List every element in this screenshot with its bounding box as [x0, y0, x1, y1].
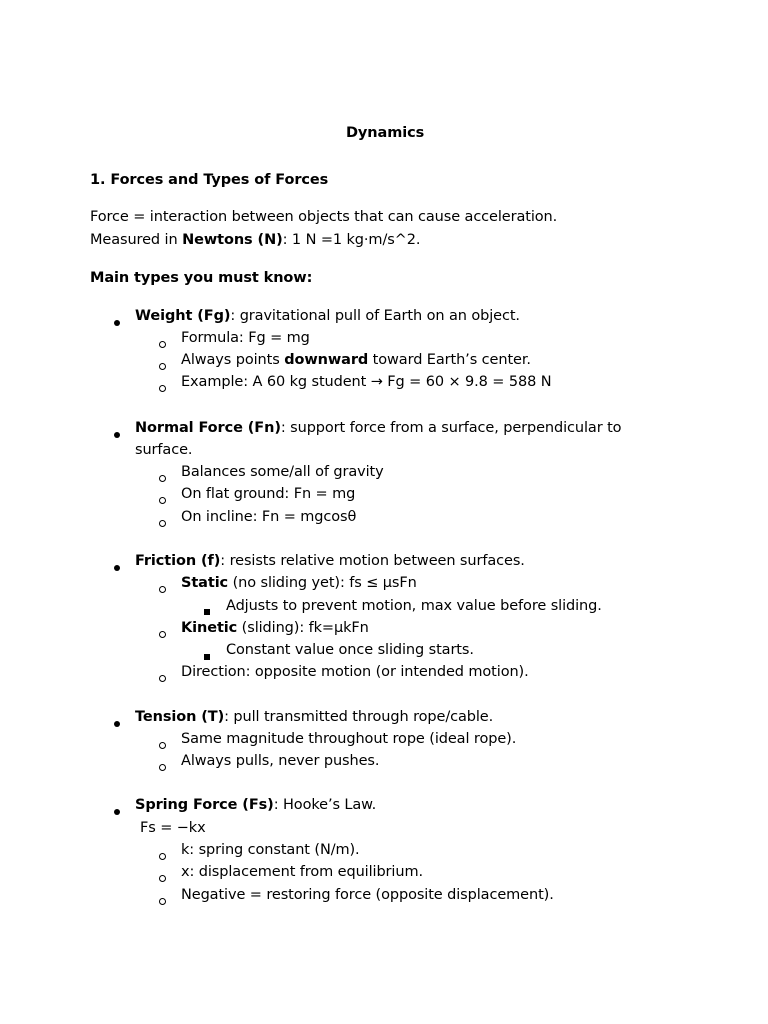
bullet-ring-icon [159, 468, 166, 488]
bullet-dot-icon [114, 557, 120, 577]
intro-bold-unit: Newtons (N) [182, 232, 283, 248]
intro-line-2 [90, 230, 420, 250]
document-title: Dynamics [346, 125, 425, 141]
bullet-ring-icon [159, 735, 166, 755]
friction-static-rest: (no sliding yet): fs ≤ μsFn [228, 575, 417, 591]
spring-formula: Fs = −kx [140, 820, 206, 836]
bullet-dot-icon [114, 713, 120, 733]
tension-sub-2: Always pulls, never pushes. [181, 753, 380, 769]
bullet-ring-icon [159, 624, 166, 644]
weight-desc: : gravitational pull of Earth on an object. [230, 308, 520, 324]
tension-item [135, 707, 493, 727]
bullet-ring-icon [159, 757, 166, 777]
weight-sub-2-suffix: toward Earth’s center. [368, 352, 531, 368]
bullet-ring-icon [159, 378, 166, 398]
normal-desc-cont: surface. [135, 442, 193, 458]
bullet-ring-icon [159, 356, 166, 376]
spring-sub-1: k: spring constant (N/m). [181, 842, 360, 858]
friction-kinetic-bold: Kinetic [181, 620, 238, 636]
bullet-dot-icon [114, 801, 120, 821]
normal-desc: : support force from a surface, perpendicular to [280, 420, 622, 436]
spring-name: Spring Force (Fs) [135, 797, 274, 813]
normal-item [135, 418, 621, 438]
bullet-dot-icon [114, 424, 120, 444]
intro-suffix: : 1 N =1 kg·m/s^2. [282, 232, 421, 248]
normal-sub-1: Balances some/all of gravity [181, 464, 384, 480]
spring-sub-3: Negative = restoring force (opposite displacement). [181, 887, 554, 903]
spring-desc: : Hooke’s Law. [273, 797, 377, 813]
friction-static-note: Adjusts to prevent motion, max value before sliding. [226, 598, 602, 614]
normal-name: Normal Force (Fn) [135, 420, 281, 436]
weight-sub-1: Formula: Fg = mg [181, 330, 310, 346]
tension-name: Tension (T) [135, 709, 225, 725]
weight-sub-2 [181, 350, 531, 370]
weight-sub-3: Example: A 60 kg student → Fg = 60 × 9.8 = 588 N [181, 374, 552, 390]
tension-sub-1: Same magnitude throughout rope (ideal rope). [181, 731, 517, 747]
weight-sub-2-bold: downward [284, 352, 369, 368]
bullet-ring-icon [159, 668, 166, 688]
bullet-ring-icon [159, 513, 166, 533]
bullet-ring-icon [159, 846, 166, 866]
bullet-ring-icon [159, 334, 166, 354]
bullet-ring-icon [159, 579, 166, 599]
bullet-ring-icon [159, 868, 166, 888]
normal-sub-3: On incline: Fn = mgcosθ [181, 509, 357, 525]
friction-kinetic-rest: (sliding): fk=μkFn [237, 620, 369, 636]
weight-item [135, 306, 520, 326]
spring-sub-2: x: displacement from equilibrium. [181, 864, 423, 880]
friction-kinetic-note: Constant value once sliding starts. [226, 642, 474, 658]
friction-static-bold: Static [181, 575, 229, 591]
friction-kinetic [181, 618, 369, 638]
spring-item [135, 795, 376, 815]
types-heading: Main types you must know: [90, 270, 313, 286]
intro-line-1: Force = interaction between objects that can cause acceleration. [90, 209, 558, 225]
friction-item [135, 551, 525, 571]
tension-desc: : pull transmitted through rope/cable. [224, 709, 494, 725]
friction-direction: Direction: opposite motion (or intended motion). [181, 664, 529, 680]
normal-sub-2: On flat ground: Fn = mg [181, 486, 356, 502]
friction-name: Friction (f) [135, 553, 221, 569]
weight-name: Weight (Fg) [135, 308, 231, 324]
bullet-ring-icon [159, 891, 166, 911]
section-heading: 1. Forces and Types of Forces [90, 172, 329, 188]
bullet-dot-icon [114, 312, 120, 332]
intro-prefix: Measured in [90, 232, 183, 248]
weight-sub-2-prefix: Always points [181, 352, 285, 368]
friction-desc: : resists relative motion between surfaces. [220, 553, 525, 569]
friction-static [181, 573, 417, 593]
bullet-ring-icon [159, 490, 166, 510]
